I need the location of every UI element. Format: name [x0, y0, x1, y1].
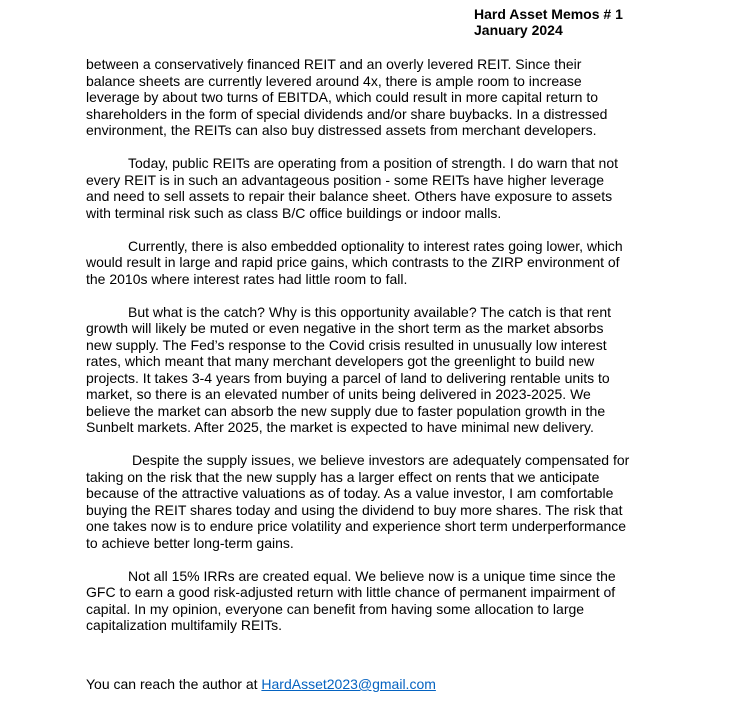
paragraph-position-of-strength: Today, public REITs are operating from a position of strength. I do warn that not every REIT is in such an advantageous position - some REITs have higher leverage and need to sell assets to repair their balance sheet. Others have exposure to assets with terminal risk such as class B/C office buildings or indoor malls.	[86, 155, 619, 221]
paragraph-leverage: between a conservatively financed REIT and an overly levered REIT. Since their balance sheets are currently levered around 4x, there is ample room to increase leverage by about two turns of EBITDA, which could result in more capital return to shareholders in the form of special dividends and/or share buybacks. In a distressed environment, the REITs can also buy distressed assets from merchant developers.	[86, 56, 608, 138]
memo-title: Hard Asset Memos # 1	[474, 6, 623, 22]
paragraph-irr-conclusion: Not all 15% IRRs are created equal. We believe now is a unique time since the GFC to earn a good risk-adjusted return with little chance of permanent impairment of capital. In my opinion, everyone can benefit from having some allocation to large capitalization multifamily REITs.	[86, 567, 616, 633]
memo-header	[474, 6, 623, 38]
paragraph-the-catch: But what is the catch? Why is this opportunity available? The catch is that rent growth will likely be muted or even negative in the short term as the market absorbs new supply. The Fed’s response to the Covid crisis resulted in unusually low interest rates, which meant that many merchant developers got the greenlight to build new projects. It takes 3-4 years from buying a parcel of land to delivering rentable units to market, so there is an elevated number of units being delivered in 2023-2025. We believe the market can absorb the new supply due to faster population growth in the Sunbelt markets. After 2025, the market is expected to have minimal new delivery.	[86, 303, 611, 435]
memo-body	[86, 56, 656, 650]
contact-prefix: You can reach the author at	[86, 676, 262, 692]
paragraph-supply-issues: Despite the supply issues, we believe investors are adequately compensated for taking on the risk that the new supply has a larger effect on rents that we anticipate because of the attractive valuations as of today. As a value investor, I am comfortable buying the REIT shares today and using the dividend to buy more shares. The risk that one takes now is to endure price volatility and experience short term underperformance to achieve better long-term gains.	[86, 452, 630, 551]
contact-line	[86, 676, 436, 693]
paragraph-interest-rate-optionality: Currently, there is also embedded optionality to interest rates going lower, which would result in large and rapid price gains, which contrasts to the ZIRP environment of the 2010s where interest rates had little room to fall.	[86, 237, 623, 287]
author-email-link[interactable]: HardAsset2023@gmail.com	[261, 676, 436, 692]
memo-date: January 2024	[474, 22, 563, 38]
